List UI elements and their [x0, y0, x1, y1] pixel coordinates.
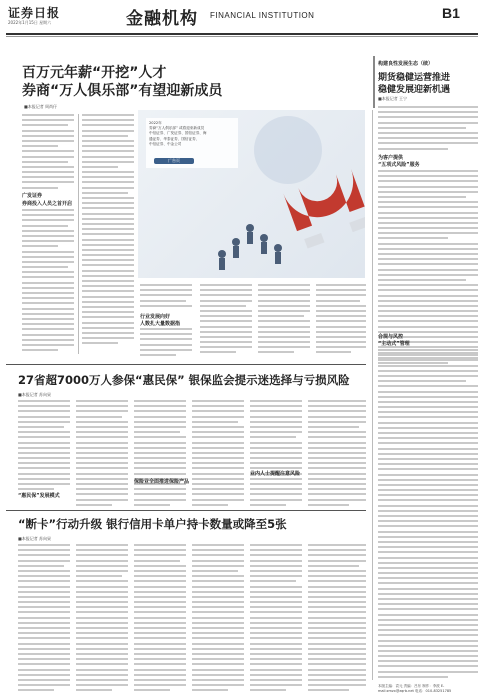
section-title-en: FINANCIAL INSTITUTION	[210, 11, 315, 20]
date-line: 2022年1月15日 星期六	[8, 20, 52, 25]
middle-column-3	[134, 400, 186, 509]
sidebar-column-3	[378, 349, 478, 681]
graphic-line-2: 中信证券、广发证券、国信证券、海	[149, 131, 207, 136]
bottom-column-3	[134, 544, 186, 694]
middle-column-4	[192, 400, 244, 509]
page-footer: 本版主编：袁元 责编：吕东 制作：李波 E-mail:zmzx@zqrb.net 电话：010-83251785	[378, 684, 452, 693]
graphic-line-1: 券商“万人俱乐部” 或将迎来新成员	[149, 126, 205, 131]
lead-column-3	[140, 284, 192, 310]
middle-story-rule	[6, 364, 366, 365]
graphic-line-3: 通证券、华泰证券、国信证券、	[149, 136, 200, 141]
masthead	[0, 0, 484, 44]
lead-column-1	[22, 114, 74, 192]
sidebar-headline-line1: 期货稳健运营推进	[378, 73, 451, 83]
graphic-badge: 广告页	[154, 158, 194, 164]
middle-column-5	[250, 400, 302, 509]
paper-name: 证券日报	[8, 6, 61, 20]
column-divider	[78, 114, 79, 354]
graphic-line-4: 中信证券、中金公司	[149, 141, 182, 146]
lead-subhead-4: 人数扎大量数据指	[140, 321, 181, 327]
lead-subhead-3: 行业发展向好	[140, 314, 171, 320]
bottom-column-6	[308, 544, 366, 694]
lead-column-1b	[22, 209, 74, 354]
lead-column-3b	[140, 328, 192, 359]
lead-column-2	[82, 114, 134, 347]
middle-subhead-3: 业内人士提醒注意风险	[250, 471, 301, 477]
sidebar-kicker: 构建良性发展生态（续）	[378, 61, 434, 67]
middle-column-2	[76, 400, 128, 509]
bottom-byline: ■本报记者 苏向杲	[18, 536, 52, 541]
bottom-column-4	[192, 544, 244, 694]
lead-byline: ■本报记者 周尚仔	[24, 104, 58, 109]
lead-subhead-2: 券商投入人员之首开启	[22, 201, 73, 207]
sidebar-divider	[372, 110, 373, 680]
middle-subhead-2: 保险业全面推进保险产品	[134, 479, 190, 485]
sidebar-accent-bar	[373, 56, 375, 108]
bottom-column-1	[18, 544, 70, 694]
sidebar-subhead-2: “五项式风险”服务	[378, 162, 420, 168]
lead-headline-line2: 券商“万人俱乐部”有望迎新成员	[22, 83, 223, 99]
middle-byline: ■本报记者 苏向杲	[18, 392, 52, 397]
sidebar-subhead-1: 为客户提供	[378, 155, 404, 161]
sidebar-subhead-4: “主动式”管理	[378, 341, 410, 347]
page-number: B1	[442, 5, 460, 21]
sidebar-byline: ■本报记者 王宁	[378, 96, 408, 101]
middle-column-1	[18, 400, 70, 493]
middle-column-6	[308, 400, 366, 509]
bottom-column-5	[250, 544, 302, 694]
lead-subhead-1: 广发证券	[22, 193, 43, 199]
bottom-column-2	[76, 544, 128, 694]
middle-subhead-1: “惠民保”发展模式	[18, 493, 60, 499]
lead-column-6	[316, 284, 366, 357]
sidebar-column-1	[378, 106, 478, 153]
sidebar-subhead-3: 合规与风控	[378, 334, 404, 340]
middle-headline: 27省超7000万人参保“惠民保” 银保监会提示迷选择与亏损风险	[18, 373, 350, 387]
lead-column-4	[200, 284, 252, 357]
bottom-story-rule	[6, 510, 366, 511]
masthead-rule-thin	[6, 36, 478, 37]
bottom-headline: “断卡”行动升级 银行信用卡单户持卡数量或降至5张	[18, 517, 287, 531]
section-title: 金融机构	[126, 9, 198, 29]
sidebar-headline-line2: 稳健发展迎新机遇	[378, 85, 451, 95]
lead-headline-line1: 百万元年薪“开挖”人才	[22, 65, 167, 81]
lead-column-5	[258, 284, 310, 357]
graphic-year: 2022年	[149, 121, 162, 125]
masthead-rule	[6, 33, 478, 35]
